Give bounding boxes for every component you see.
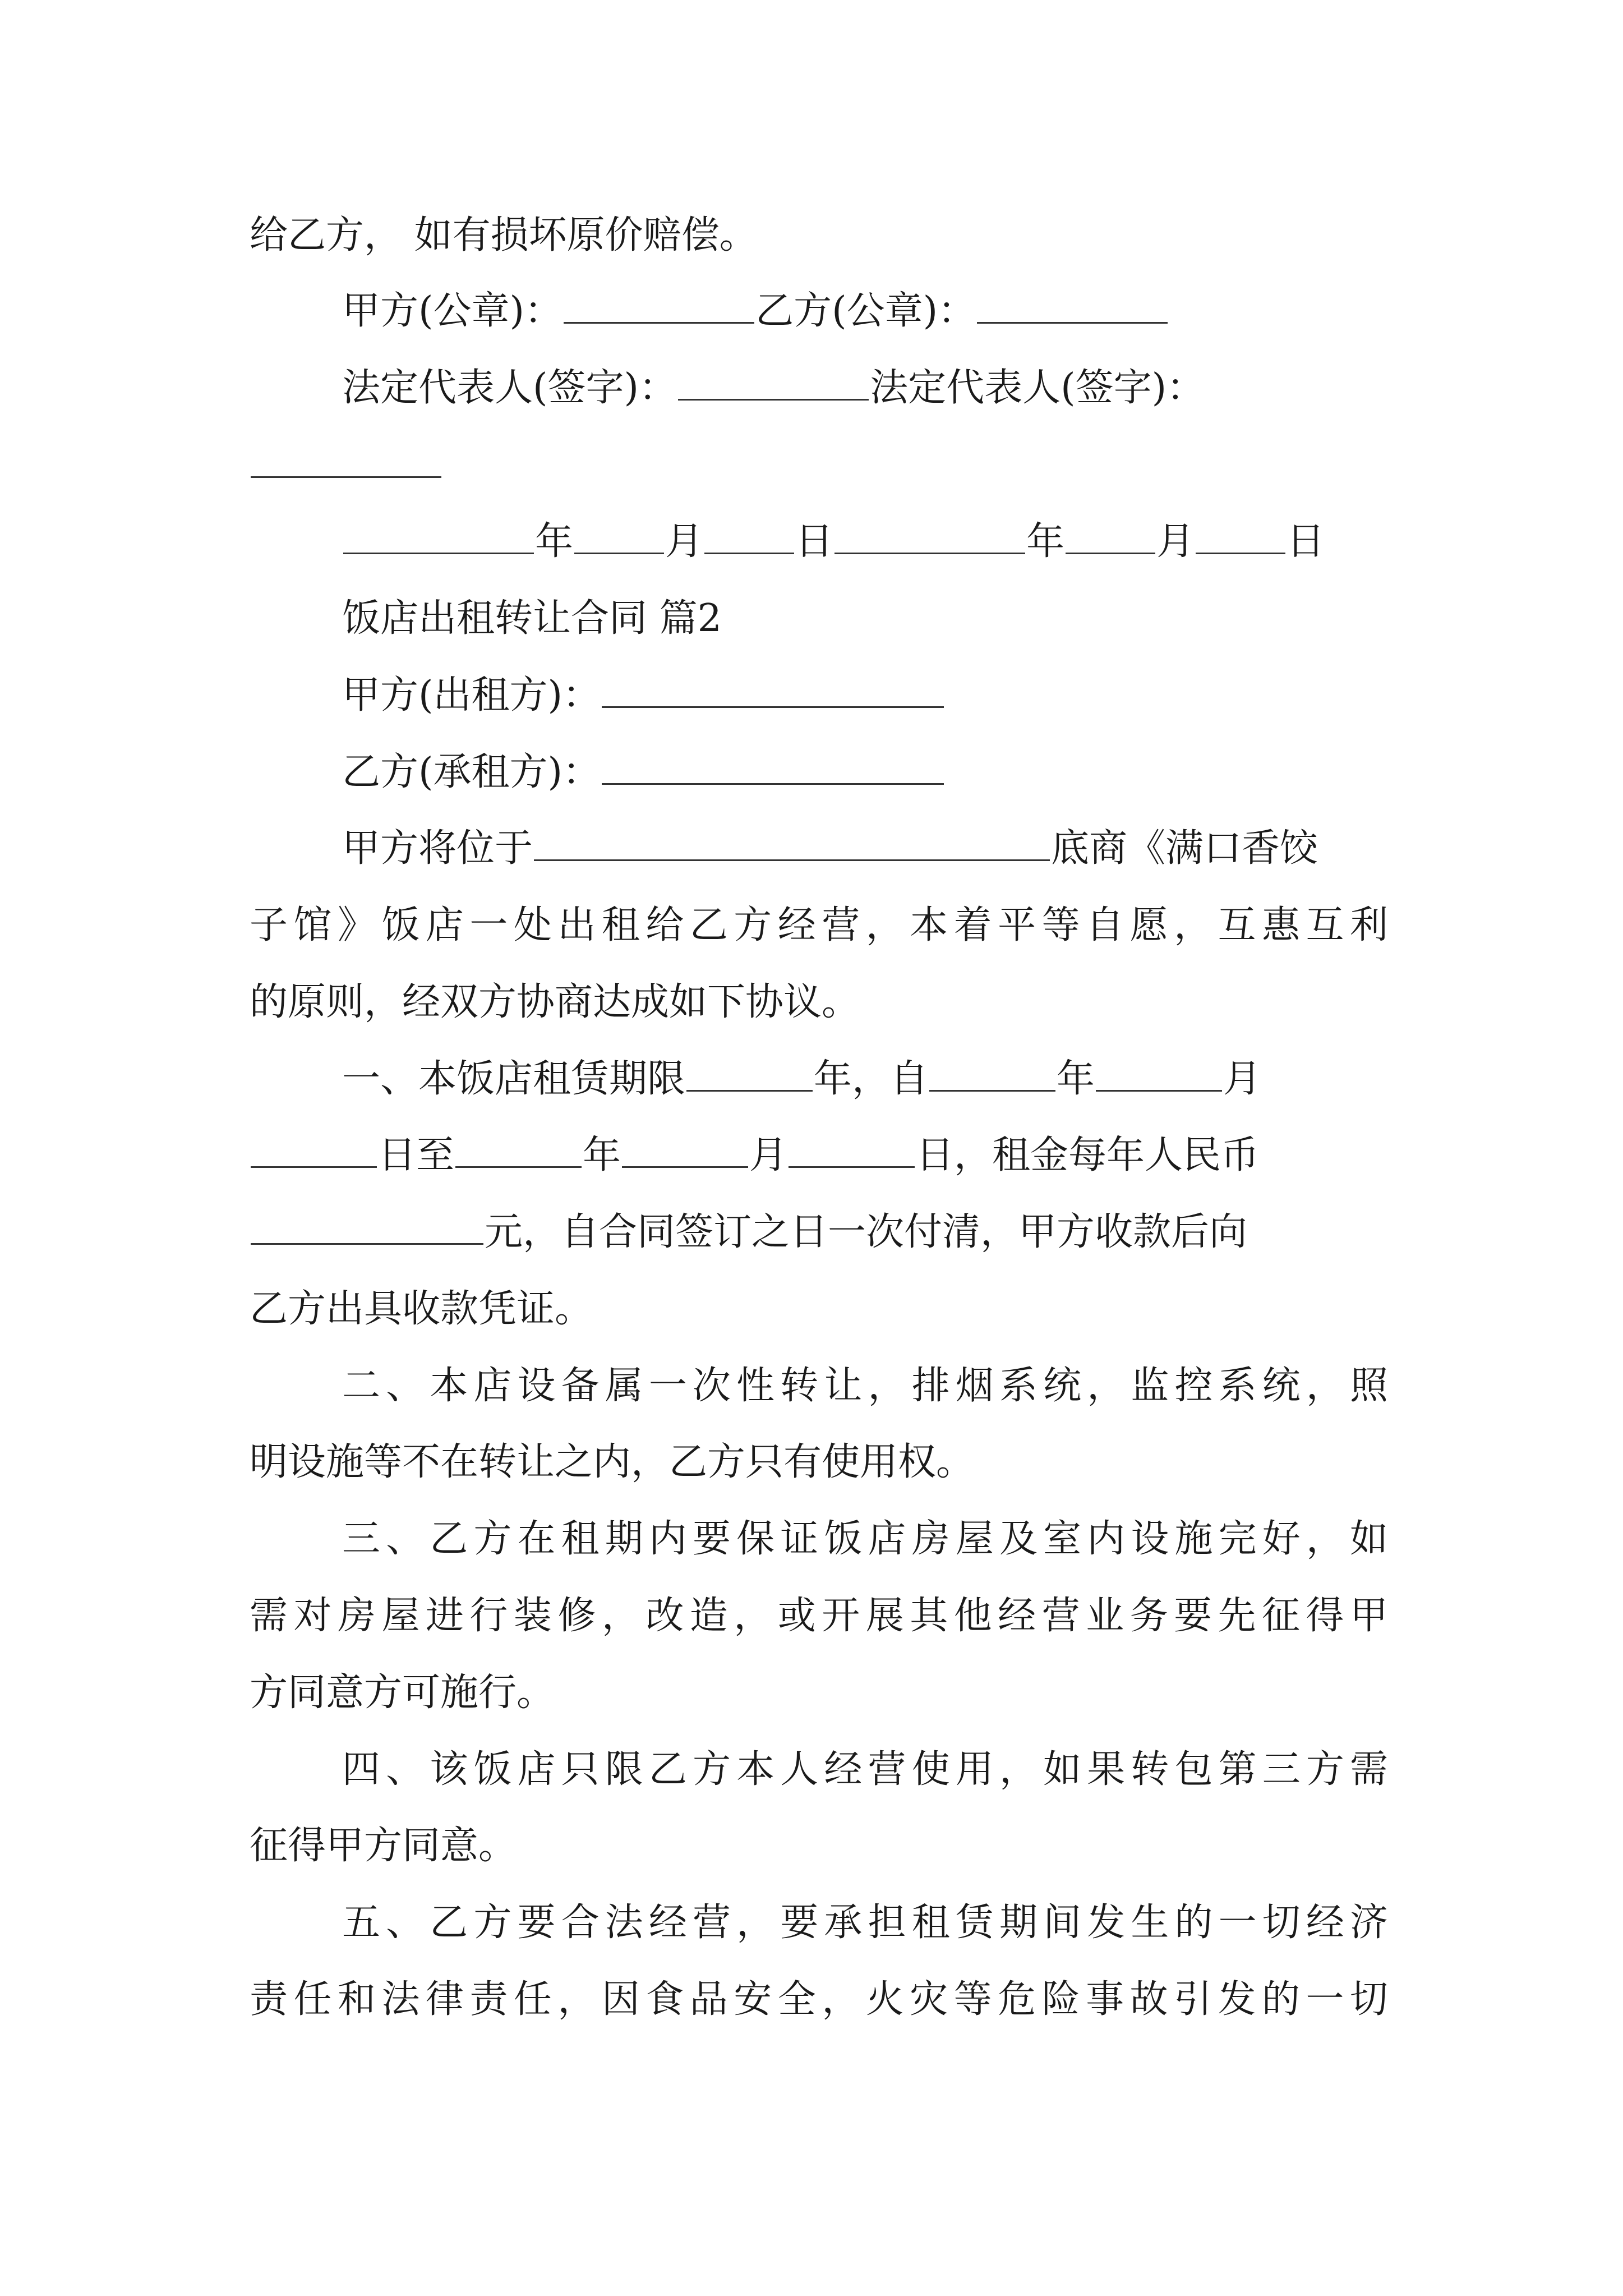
clause-text: 月 (749, 1133, 788, 1177)
clause-text: 一、本饭店租赁期限 (342, 1057, 686, 1101)
clause-text: 三、乙方在租期内要保证饭店房屋及室内设施完好，如 (342, 1517, 1388, 1561)
party-a-rep-label: 法定代表人(签字)： (342, 366, 677, 410)
day-label: 日 (795, 519, 834, 564)
party-b-seal-label: 乙方(公章)： (755, 289, 976, 333)
party-b-month-blank (1066, 518, 1155, 554)
clause-4-line-2 (250, 1818, 1388, 1874)
day-label: 日 (1287, 519, 1325, 564)
clause-1-line-4 (250, 1281, 1388, 1337)
end-day-blank (789, 1131, 915, 1168)
clause-text: 责任和法律责任，因食品安全，火灾等危险事故引发的一切 (250, 1977, 1388, 2022)
month-label: 月 (1156, 519, 1195, 564)
clause-2-line-1 (342, 1358, 1388, 1414)
clause-2-line-2 (250, 1434, 1388, 1490)
intro-line-2 (250, 898, 1388, 954)
year-label: 年 (1026, 519, 1065, 564)
text-line (250, 208, 1388, 264)
party-a-day-blank (704, 518, 794, 554)
clause-1-line-1 (342, 1051, 1388, 1107)
heading-text: 饭店出租转让合同 篇2 (342, 596, 722, 641)
clause-text: 日至 (378, 1133, 455, 1177)
party-b-seal-blank (977, 287, 1168, 324)
start-month-blank (1096, 1055, 1222, 1092)
clause-text: 征得甲方同意。 (250, 1824, 517, 1868)
clause-5-line-2 (250, 1972, 1388, 2028)
clause-1-line-2 (250, 1128, 1388, 1184)
clause-4-line-1 (342, 1742, 1388, 1798)
intro-text: 子馆》饭店一处出租给乙方经营，本着平等自愿，互惠互利 (250, 903, 1388, 947)
lessor-blank (602, 671, 944, 708)
party-a-month-blank (574, 518, 664, 554)
intro-text: 的原则，经双方协商达成如下协议。 (250, 980, 860, 1024)
section-heading (342, 591, 1388, 647)
intro-text-a: 甲方将位于 (342, 826, 533, 871)
clause-text: 乙方出具收款凭证。 (250, 1287, 593, 1331)
party-a-rep-blank (678, 364, 869, 401)
intro-line-1 (342, 821, 1388, 877)
clause-text: 五、乙方要合法经营，要承担租赁期间发生的一切经济 (342, 1901, 1388, 1945)
clause-text: 方同意方可施行。 (250, 1671, 555, 1715)
lessee-blank (602, 748, 944, 785)
party-b-rep-label: 法定代表人(签字)： (870, 366, 1205, 410)
location-blank (534, 825, 1050, 861)
year-label: 年 (535, 519, 574, 564)
end-month-blank (622, 1131, 748, 1168)
clause-text: 明设施等不在转让之内，乙方只有使用权。 (250, 1440, 975, 1484)
clause-text: 四、该饭店只限乙方本人经营使用，如果转包第三方需 (342, 1747, 1388, 1792)
lease-term-blank (686, 1055, 813, 1092)
party-b-rep-blank (251, 441, 441, 478)
party-a-seal-label: 甲方(公章)： (342, 289, 563, 333)
lessor-line (342, 668, 1388, 724)
lessee-label: 乙方(承租方)： (342, 750, 601, 794)
clause-text: 年 (1057, 1057, 1095, 1101)
representative-blank-line (250, 438, 1388, 494)
start-day-blank (251, 1131, 377, 1168)
month-label: 月 (665, 519, 704, 564)
clause-text: 元，自合同签订之日一次付清，甲方收款后向 (485, 1210, 1248, 1254)
seal-signature-line (342, 283, 1388, 339)
clause-3-line-2 (250, 1588, 1388, 1644)
intro-line-3 (250, 974, 1388, 1030)
clause-3-line-1 (342, 1511, 1388, 1567)
clause-3-line-3 (250, 1665, 1388, 1721)
party-a-seal-blank (564, 287, 754, 324)
party-b-day-blank (1196, 518, 1285, 554)
end-year-blank (455, 1131, 582, 1168)
intro-text-b: 底商《满口香饺 (1051, 826, 1318, 871)
clause-text: 二、本店设备属一次性转让，排烟系统，监控系统，照 (342, 1364, 1388, 1408)
date-line (342, 514, 1388, 570)
text-line-content: 给乙方， 如有损坏原价赔偿。 (250, 213, 758, 257)
party-a-year-blank (343, 518, 534, 554)
rent-amount-blank (251, 1208, 483, 1245)
clause-text: 月 (1223, 1057, 1262, 1101)
clause-text: 需对房屋进行装修，改造，或开展其他经营业务要先征得甲 (250, 1594, 1388, 1638)
lessee-line (342, 744, 1388, 800)
clause-1-line-3 (250, 1204, 1388, 1260)
clause-text: 年，自 (814, 1057, 929, 1101)
start-year-blank (929, 1055, 1055, 1092)
clause-5-line-1 (342, 1895, 1388, 1951)
clause-text: 日，租金每年人民币 (916, 1133, 1260, 1177)
lessor-label: 甲方(出租方)： (342, 673, 601, 717)
party-b-year-blank (834, 518, 1025, 554)
representative-signature-line (342, 360, 1388, 416)
clause-text: 年 (583, 1133, 621, 1177)
